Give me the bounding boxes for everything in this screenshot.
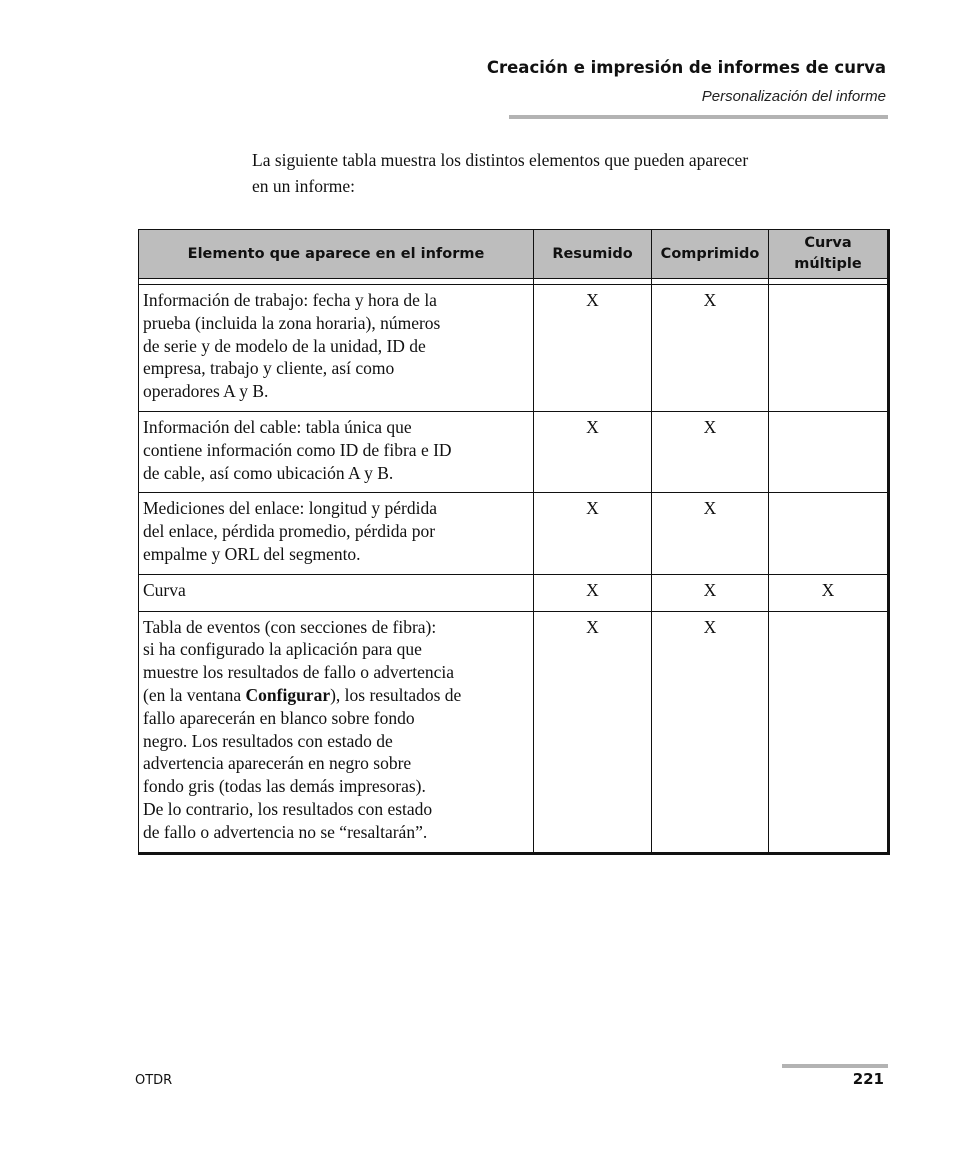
table-header-row: [139, 230, 889, 279]
description-line: fallo aparecerán en blanco sobre fondo: [143, 707, 415, 728]
page-header-title: Creación e impresión de informes de curva: [486, 58, 886, 77]
description-line: de serie y de modelo de la unidad, ID de: [143, 335, 426, 356]
description-line: Mediciones del enlace: longitud y pérdida: [143, 498, 438, 519]
description-line: [143, 684, 529, 707]
description-line: si ha configurado la aplicación para que: [143, 639, 422, 660]
description-line: muestre los resultados de fallo o advertencia: [143, 662, 455, 683]
footer-product-name: OTDR: [135, 1073, 173, 1088]
description-line: advertencia aparecerán en negro sobre: [143, 753, 412, 774]
description-line: operadores A y B.: [143, 381, 269, 402]
report-elements-table: [138, 229, 890, 855]
table-row: [139, 493, 889, 574]
description-line: Curva: [143, 579, 186, 600]
description-text: ), los resultados de: [330, 684, 462, 705]
curva-multiple-mark: [769, 493, 889, 574]
curva-multiple-mark: [769, 285, 889, 412]
page-number: 221: [852, 1070, 884, 1088]
comprimido-mark: X: [652, 611, 769, 853]
resumido-mark: X: [534, 574, 652, 611]
column-header-curva-multiple: [769, 230, 889, 279]
description-line: Información del cable: tabla única que: [143, 416, 412, 437]
page-header-subtitle: Personalización del informe: [701, 88, 886, 105]
element-description: [139, 611, 534, 853]
description-line: de cable, así como ubicación A y B.: [143, 462, 394, 483]
column-header-line: múltiple: [794, 256, 862, 272]
description-line: contiene información como ID de fibra e ID: [143, 439, 452, 460]
element-description: [139, 285, 534, 412]
table-row: [139, 411, 889, 492]
configurar-window-name: Configurar: [245, 684, 331, 705]
description-line: de fallo o advertencia no se “resaltarán”.: [143, 821, 428, 842]
description-line: negro. Los resultados con estado de: [143, 730, 393, 751]
header-divider: [509, 115, 888, 119]
description-line: empalme y ORL del segmento.: [143, 543, 361, 564]
element-description: [139, 574, 534, 611]
footer-divider: [782, 1064, 888, 1068]
comprimido-mark: X: [652, 574, 769, 611]
description-line: Información de trabajo: fecha y hora de la: [143, 290, 437, 310]
description-text: (en la ventana: [143, 684, 246, 705]
column-header-element: Elemento que aparece en el informe: [139, 230, 534, 279]
description-line: De lo contrario, los resultados con estado: [143, 798, 433, 819]
element-description: [139, 493, 534, 574]
description-line: fondo gris (todas las demás impresoras).: [143, 776, 426, 797]
curva-multiple-mark: [769, 611, 889, 853]
curva-multiple-mark: [769, 411, 889, 492]
comprimido-mark: X: [652, 493, 769, 574]
element-description: [139, 411, 534, 492]
intro-paragraph: [252, 147, 892, 199]
intro-line: en un informe:: [252, 176, 356, 196]
column-header-comprimido: Comprimido: [652, 230, 769, 279]
table-row: [139, 285, 889, 412]
resumido-mark: X: [534, 411, 652, 492]
comprimido-mark: X: [652, 285, 769, 412]
resumido-mark: X: [534, 493, 652, 574]
description-line: Tabla de eventos (con secciones de fibra):: [143, 616, 437, 637]
table-row: [139, 574, 889, 611]
comprimido-mark: X: [652, 411, 769, 492]
curva-multiple-mark: X: [769, 574, 889, 611]
description-line: prueba (incluida la zona horaria), números: [143, 312, 441, 333]
table-row: [139, 611, 889, 853]
description-line: empresa, trabajo y cliente, así como: [143, 358, 395, 379]
resumido-mark: X: [534, 285, 652, 412]
column-header-resumido: Resumido: [534, 230, 652, 279]
intro-line: La siguiente tabla muestra los distintos elementos que pueden aparecer: [252, 150, 749, 170]
description-line: del enlace, pérdida promedio, pérdida por: [143, 521, 436, 542]
resumido-mark: X: [534, 611, 652, 853]
column-header-line: Curva: [804, 235, 852, 251]
